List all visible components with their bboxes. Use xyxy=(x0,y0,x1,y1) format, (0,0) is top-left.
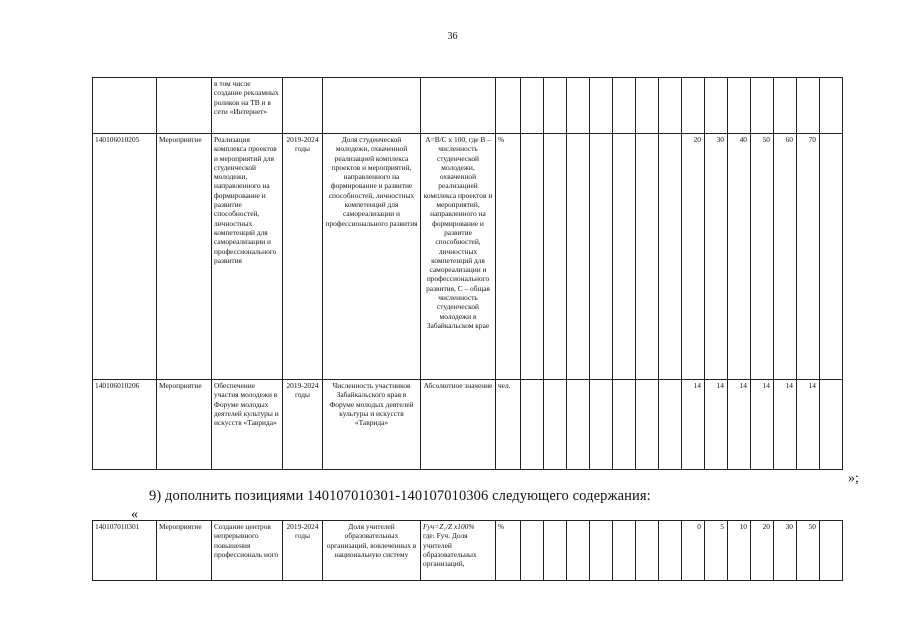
row-indicator xyxy=(323,78,421,134)
value-cell: 30 xyxy=(774,521,797,581)
row-method xyxy=(421,78,496,134)
row-code: 140107010301 xyxy=(93,521,157,581)
row-unit: % xyxy=(496,521,521,581)
table-row xyxy=(93,380,843,470)
row-unit: % xyxy=(496,134,521,380)
value-cell: 20 xyxy=(682,134,705,380)
value-cell: 0 xyxy=(682,521,705,581)
value-cell xyxy=(728,78,751,134)
table-row xyxy=(93,521,843,581)
row-type xyxy=(157,78,212,134)
row-indicator: Доля студенческой молодежи, охваченной реализацией комплекса проектов и мероприятий, направленного на формирование и развитие способностей, личностных компетенций для самореализации и профессионального развития xyxy=(323,134,421,380)
row-unit xyxy=(496,78,521,134)
value-cell: 14 xyxy=(797,380,820,470)
indicators-table xyxy=(92,77,843,470)
value-cell: 14 xyxy=(728,380,751,470)
value-cell: 70 xyxy=(797,134,820,380)
row-type: Мероприятие xyxy=(157,134,212,380)
row-name: в том числе создание рекламных роликов на ТВ и в сети «Интернет» xyxy=(212,78,283,134)
value-cell xyxy=(797,78,820,134)
row-name: Создание центров непрерывного повышения профессиональ ного xyxy=(212,521,283,581)
table-row xyxy=(93,134,843,380)
page-number: 36 xyxy=(447,31,458,42)
value-cell: 14 xyxy=(705,380,728,470)
value-cell xyxy=(705,78,728,134)
value-cell: 5 xyxy=(705,521,728,581)
value-cell xyxy=(751,78,774,134)
amendment-sentence: 9) дополнить позициями 140107010301-140107010306 следующего содержания: xyxy=(149,488,651,504)
row-code xyxy=(93,78,157,134)
row-code: 140106010205 xyxy=(93,134,157,380)
value-cell: 14 xyxy=(751,380,774,470)
row-type: Мероприятие xyxy=(157,521,212,581)
row-indicator: Доля учителей образовательных организаций, вовлеченных в национальную систему xyxy=(323,521,421,581)
row-period: 2019-2024 годы xyxy=(283,134,323,380)
value-cell: 50 xyxy=(751,134,774,380)
value-cell: 50 xyxy=(797,521,820,581)
row-name: Реализация комплекса проектов и мероприятий для студенческой молодежи, направленного на формирование и развитие способностей, личностных компетенций для самореализации и профессионального развития xyxy=(212,134,283,380)
row-method: A=B/C x 100, где B – численность студенческой молодежи, охваченной реализацией комплекса проектов и мероприятий, направленного на формирование и развитие способностей, личностных компетенций для самореализации и профессионального развития, C – общая численность студенческой молодежи в Забайкальском крае xyxy=(421,134,496,380)
row-period: 2019-2024 годы xyxy=(283,521,323,581)
row-type: Мероприятие xyxy=(157,380,212,470)
row-period: 2019-2024 годы xyxy=(283,380,323,470)
row-code: 140106010206 xyxy=(93,380,157,470)
value-cell xyxy=(774,78,797,134)
method-text: где: Fуч. Доля учителей образовательных организаций, xyxy=(423,531,477,569)
closing-mark: »; xyxy=(848,471,859,486)
value-cell: 60 xyxy=(774,134,797,380)
value-cell: 10 xyxy=(728,521,751,581)
value-cell xyxy=(682,78,705,134)
row-unit: чел. xyxy=(496,380,521,470)
value-cell: 40 xyxy=(728,134,751,380)
row-name: Обеспечение участия молодежи в Форуме молодых деятелей культуры и искусств «Таврида» xyxy=(212,380,283,470)
value-cell: 14 xyxy=(774,380,797,470)
table-row xyxy=(93,78,843,134)
row-method: Абсолютное значение xyxy=(421,380,496,470)
value-cell: 30 xyxy=(705,134,728,380)
row-indicator: Численность участников Забайкальского края в Форуме молодых деятелей культуры и искусств «Таврида» xyxy=(323,380,421,470)
method-formula: Fуч=Z₁/Z x100% xyxy=(423,522,475,531)
new-positions-table xyxy=(92,520,843,581)
row-period xyxy=(283,78,323,134)
opening-quote: « xyxy=(131,507,138,522)
value-cell: 14 xyxy=(682,380,705,470)
row-method xyxy=(421,521,496,581)
value-cell: 20 xyxy=(751,521,774,581)
